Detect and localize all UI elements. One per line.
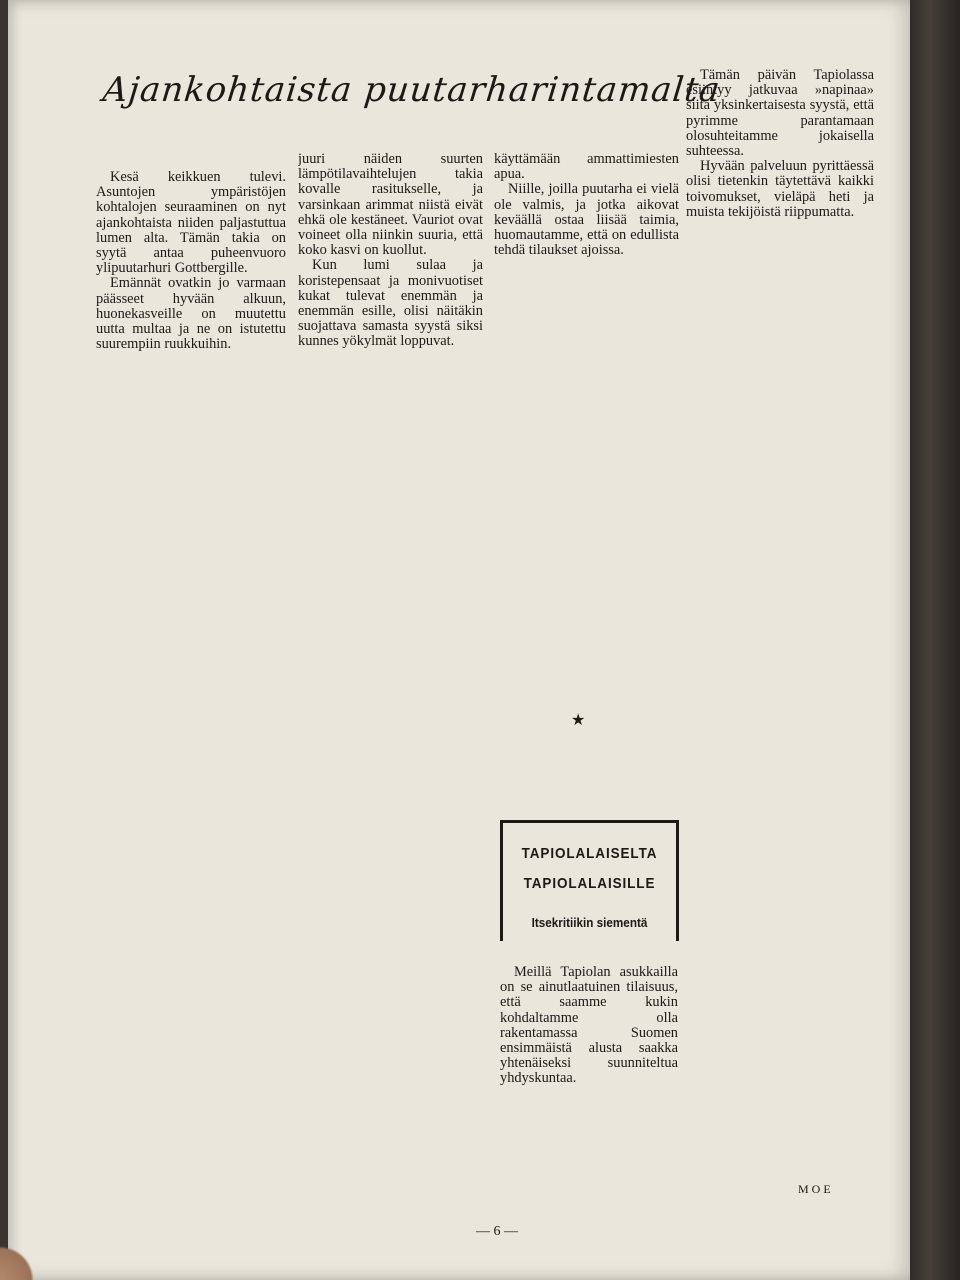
paragraph: Tämän päivän Tapiolassa esiintyy jatkuvaa »napinaa» siitä yksinkertaisesta syystä, että pyrimme parantamaan olosuhteitamme jokaisella suhteessa. [686,68,874,160]
author-signature: MOE [798,1182,834,1196]
column-2 [298,152,483,1232]
paragraph: Hyvään palveluun pyrittäessä olisi tietenkin täytettävä kaikki toivomukset, vieläpä heti ja muista tekijöistä riippumatta. [686,158,874,220]
paragraph: Emännät ovatkin jo varmaan päässeet hyvään alkuun, huonekasveille on muutettu uutta multaa ja ne on istutettu suurempiin ruukkuihin. [96,275,286,353]
magazine-page [8,0,913,1280]
column-3 [494,152,679,692]
page-number: — 6 — [476,1224,518,1239]
article-title: Ajankohtaista puutarharintamalta [100,70,723,110]
box-heading-line-2: TAPIOLALAISILLE [523,875,656,892]
paragraph: Kun lumi sulaa ja koristepensaat ja monivuotiset kukat tulevat enemmän ja enemmän esille, olisi näitäkin suojattava samasta syystä siksi kunnes yökylmät loppuvat. [298,257,483,350]
section-heading-box [500,820,679,941]
paragraph: Niille, joilla puutarha ei vielä ole valmis, ja jotka aikovat keväällä ostaa liisää taimia, huomautamme, että on edullista tehdä tilaukset ajoissa. [494,181,679,259]
column-4 [686,68,874,1218]
column-3-lower [500,965,678,1225]
thumb-icon [0,1240,40,1280]
adjacent-page-edge [910,0,960,1280]
paragraph: Meillä Tapiolan asukkailla on se ainutlaatuinen tilaisuus, että saamme kukin kohdaltamme olla rakentamassa Suomen ensimmäistä alusta saakka yhtenäiseksi suunniteltua yhdyskuntaa. [500,965,678,1087]
column-1 [96,170,286,1230]
paragraph: käyttämään ammattimiesten apua. [494,152,679,183]
box-subtitle: Itsekritiikin siementä [531,915,648,930]
box-heading-line-1: TAPIOLALAISELTA [521,845,658,862]
paragraph: juuri näiden suurten lämpötilavaihtelujen takia kovalle rasitukselle, ja varsinkaan arimmat niistä eivät ehkä ole kestäneet. Vauriot ovat voineet olla niinkin suuria, että koko kasvi on kuollut. [298,152,483,259]
paragraph: Kesä keikkuen tulevi. Asuntojen ympäristöjen kohtalojen seuraaminen on nyt ajankohtaista niiden paljastuttua lumen alta. Tämän takia on syytä antaa puheenvuoro ylipuutarhuri Gottbergille. [96,170,286,277]
star-separator-icon: ★ [571,710,586,729]
